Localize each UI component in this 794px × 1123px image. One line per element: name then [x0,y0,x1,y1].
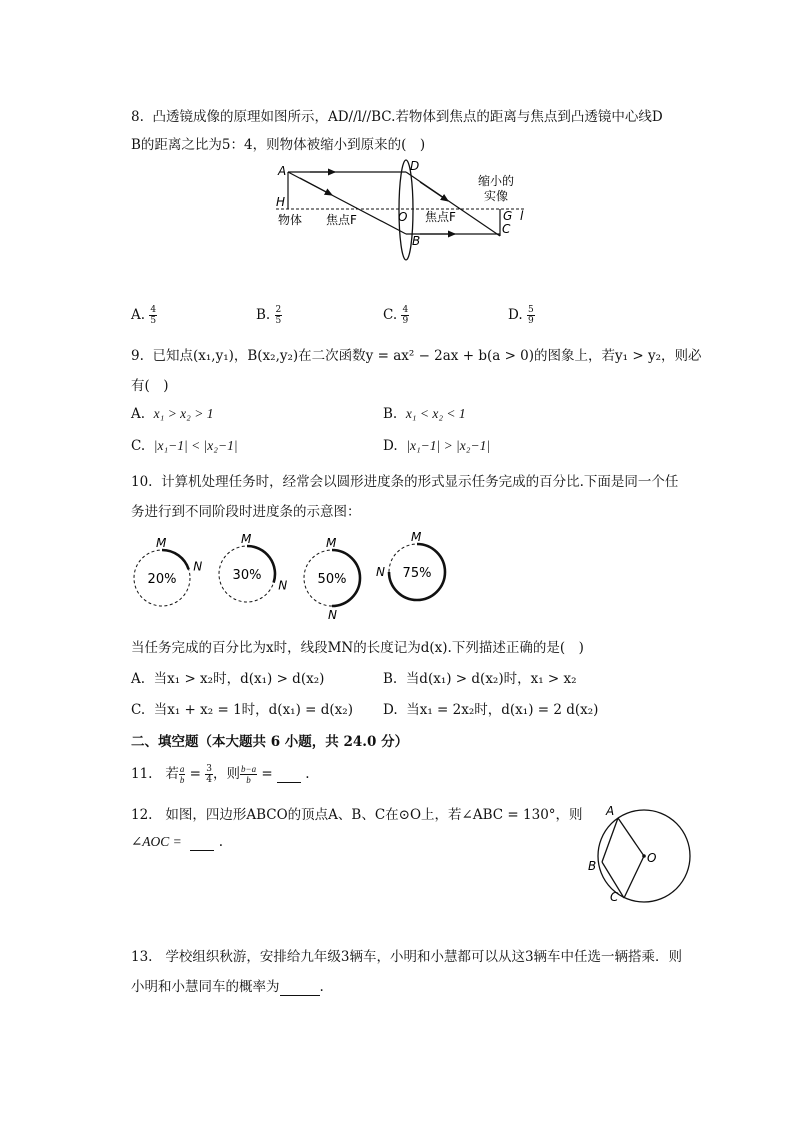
label-focus-right: 焦点F [425,210,456,224]
q13-answer-blank[interactable] [280,979,320,996]
q10-option-d[interactable]: D. 当x₁ = 2x₂时，d(x₁) = 2 d(x₂) [383,702,599,718]
label-object: 物体 [278,213,303,227]
q13-number: 13. [131,949,153,965]
q10-line2: 务进行到不同阶段时进度条的示意图： [131,504,361,520]
progress-label: 20% [147,572,177,587]
q8-line1 [131,105,663,125]
q8-number: 8. [131,109,144,125]
progress-circle-20 [134,536,202,606]
label-a: A [278,164,287,178]
progress-label: 50% [317,572,347,587]
q8-option-d[interactable]: D. $\frac{5}{9}$ [508,305,534,326]
label-l: l [520,209,524,223]
q10-option-a[interactable]: A. 当x₁ > x₂时，d(x₁) > d(x₂) [131,671,325,687]
q10-option-b[interactable]: B. 当d(x₁) > d(x₂)时，x₁ > x₂ [383,671,577,687]
label-o: O [647,851,657,865]
q13-line1 [131,945,682,965]
progress-circle-30 [219,532,287,602]
label-c: C [610,890,619,904]
q12-line1 [131,803,583,823]
q10-text-1: 计算机处理任务时，经常会以圆形进度条的形式显示任务完成的百分比.下面是同一个任 [161,474,679,490]
q12-answer-blank[interactable] [190,834,214,851]
q9-line2: 有( ) [131,378,169,394]
label-g: G [503,209,513,223]
q10-line1 [131,470,678,490]
q9-option-d[interactable]: D. |x₁−1| > |x₂−1| [383,438,491,454]
progress-arc [162,550,189,569]
q9-line1 [131,344,702,364]
q9-option-a[interactable]: A. x₁ > x₂ > 1 [131,406,214,422]
label-a: A [606,804,615,818]
progress-circle-50 [304,536,360,622]
q12-circle-diagram [580,800,700,910]
point-n-label: N [278,578,288,593]
label-o: O [398,210,408,224]
progress-circle-75 [376,530,445,600]
q10-number: 10. [131,474,153,490]
point-n-label: N [193,559,203,574]
q11-number: 11. [131,766,153,782]
progress-label: 30% [232,568,262,583]
point-n-label: N [328,608,337,622]
label-c: C [502,222,511,236]
q8-option-a[interactable]: A. $\frac{4}{5}$ [131,305,157,326]
progress-label: 75% [402,566,432,581]
label-h: H [276,195,286,209]
q10-progress-figures [125,530,465,622]
point-m-label: M [156,536,167,550]
q9-number: 9. [131,348,144,364]
q11-line: 11. 若 $\frac{a}{b}$ = $\frac{3}{4}$ ，则 $\frac{b-a}{b}$ = . [131,764,310,785]
q8-line2: B的距离之比为5：4，则物体被缩小到原来的( ) [131,137,426,153]
section-2-heading: 二、填空题（本大题共 6 小题，共 24.0 分） [131,734,409,750]
q10-option-c[interactable]: C. 当x₁ + x₂ = 1时，d(x₁) = d(x₂) [131,702,353,718]
point-m-label: M [411,530,422,544]
q12-number: 12. [131,807,153,823]
point-m-label: M [326,536,337,550]
q13-line2: 小明和小慧同车的概率为 . [131,979,324,995]
q8-lens-diagram [270,158,540,264]
point-m-label: M [241,532,252,546]
label-b: B [588,859,597,873]
q8-option-c[interactable]: C. $\frac{4}{9}$ [383,305,409,326]
label-image-1: 缩小的 [478,174,515,188]
q8-option-b[interactable]: B. $\frac{2}{5}$ [256,305,282,326]
label-d: D [410,159,420,173]
q12-text-1: 如图，四边形ABCO的顶点A、B、C在⊙O上，若∠ABC = 130°，则 [165,807,583,823]
q9-text-1: 已知点(x₁,y₁)，B(x₂,y₂)在二次函数y = ax² − 2ax + b(a > 0)的图象上，若y₁ > y₂，则必 [152,348,702,364]
point-n-label: N [376,565,385,579]
label-focus-left: 焦点F [326,213,357,227]
label-image-2: 实像 [484,189,509,203]
q10-line3: 当任务完成的百分比为x时，线段MN的长度记为d(x).下列描述正确的是( ) [131,640,584,656]
q9-option-c[interactable]: C. |x₁−1| < |x₂−1| [131,438,238,454]
q11-answer-blank[interactable] [277,766,301,783]
label-b: B [412,234,421,248]
q13-text-1: 学校组织秋游，安排给九年级3辆车，小明和小慧都可以从这3辆车中任选一辆搭乘．则 [165,949,683,965]
q12-line2: ∠AOC = . [131,834,223,850]
q8-text-1: 凸透镜成像的原理如图所示，AD//l//BC.若物体到焦点的距离与焦点到凸透镜中心线D [152,109,663,125]
q9-option-b[interactable]: B. x₁ < x₂ < 1 [383,406,466,422]
